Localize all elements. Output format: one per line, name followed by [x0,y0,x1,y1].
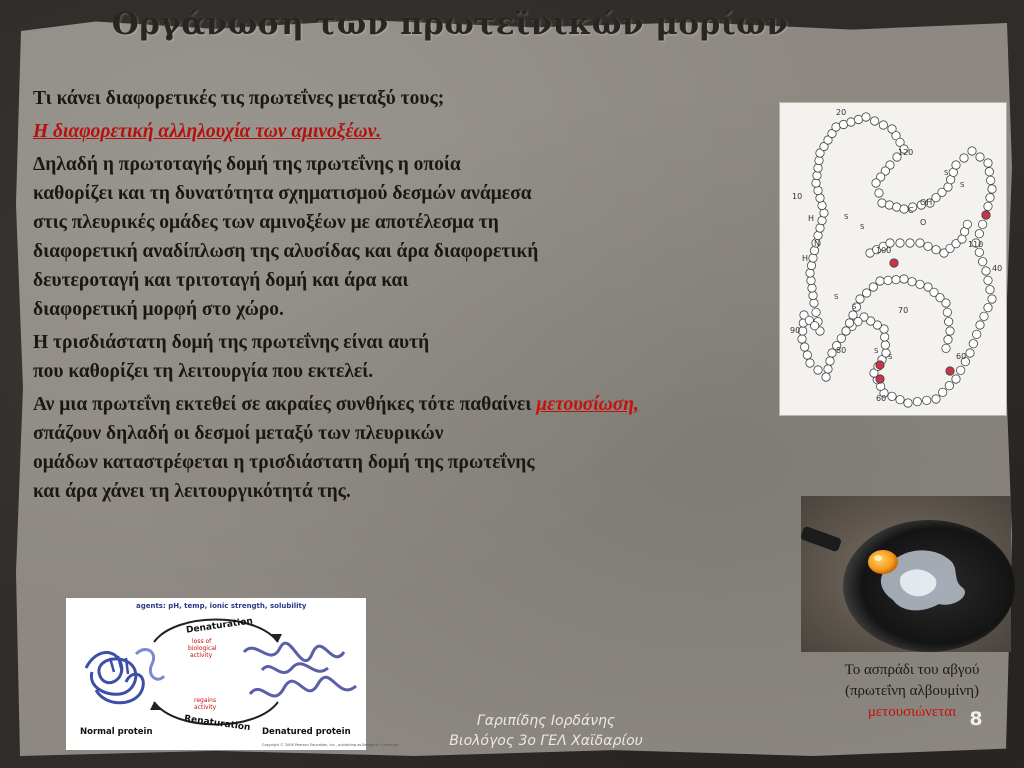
amino-acid-bead [952,161,960,169]
amino-acid-bead [876,375,884,383]
amino-acid-bead [938,388,946,396]
renaturation-label: Renaturation [183,713,251,734]
amino-acid-bead [807,276,815,284]
agents-label: agents: pH, temp, ionic strength, solubility [136,602,307,610]
amino-acid-bead [862,113,870,121]
folded-protein [86,649,164,702]
residue-label: 100 [876,246,892,255]
amino-acid-bead [980,312,988,320]
text-span: Αν μια πρωτεΐνη εκτεθεί σε ακραίες συνθήκες τότε παθαίνει [33,394,532,415]
text-line: διαφορετική αναδίπλωση της αλυσίδας και άρα διαφορετική [33,241,539,262]
amino-acid-bead [890,259,898,267]
amino-acid-bead [875,189,883,197]
caption-line: Το ασπράδι του αβγού [844,662,980,678]
amino-acid-bead [837,334,845,342]
amino-acid-bead [986,176,994,184]
text-line: δευτεροταγή και τριτοταγή δομή και άρα και [33,270,409,291]
amino-acid-bead [820,209,828,217]
amino-acid-bead [800,343,808,351]
denatured-protein-label: Denatured protein [262,727,351,737]
amino-acid-bead [942,344,950,352]
amino-acid-bead [845,319,853,327]
chem-label: OH [920,198,933,207]
amino-acid-bead [876,277,884,285]
text-line: Η τρισδιάστατη δομή της πρωτεΐνης είναι αυτή [33,332,430,353]
amino-acid-bead [824,365,832,373]
text-line: ομάδων καταστρέφεται η τρισδιάστατη δομή της πρωτεΐνης [33,452,535,473]
amino-acid-bead [814,164,822,172]
amino-acid-bead [985,167,993,175]
footer-line: Βιολόγος 3ο ΓΕΛ Χαϊδαρίου [449,733,643,749]
amino-acid-bead [892,275,900,283]
amino-acid-bead [826,357,834,365]
amino-acid-beads [798,113,996,407]
text-line: σπάζουν δηλαδή οι δεσμοί μεταξύ των πλευρικών [33,423,444,444]
amino-acid-bead [916,280,924,288]
amino-acid-bead [932,395,940,403]
amino-acid-bead [812,179,820,187]
amino-acid-bead [986,193,994,201]
amino-acid-bead [849,311,857,319]
text-line: Δηλαδή η πρωτοταγής δομή της πρωτεΐνης η οποία [33,154,461,175]
residue-label: 60 [956,352,967,361]
residue-label: 40 [992,264,1003,273]
amino-acid-bead [982,267,990,275]
amino-acid-bead [946,367,954,375]
amino-acid-bead [960,154,968,162]
chem-label: H [802,254,809,263]
disulfide-label: S [860,223,865,231]
footer-line: Γαριπίδης Ιορδάνης [476,713,616,729]
question-line: Τι κάνει διαφορετικές τις πρωτεΐνες μεταξύ τους; [33,88,445,109]
amino-acid-bead [968,147,976,155]
egg-yolk [868,550,898,574]
amino-acid-bead [810,299,818,307]
amino-acid-bead [880,333,888,341]
amino-acid-bead [888,392,896,400]
amino-acid-bead [913,397,921,405]
footer-author [416,711,676,751]
amino-acid-bead [976,321,984,329]
amino-acid-bead [803,351,811,359]
amino-acid-bead [988,295,996,303]
chem-label: C [908,206,914,215]
amino-acid-bead [816,194,824,202]
text-line: που καθορίζει τη λειτουργία που εκτελεί. [33,361,374,382]
text-line: διαφορετική μορφή στο χώρο. [33,299,284,320]
caption-line: μετουσιώνεται [867,704,957,720]
amino-acid-bead [814,186,822,194]
amino-acid-bead [808,284,816,292]
residue-label: 10 [792,192,803,201]
amino-acid-bead [963,220,971,228]
amino-acid-bead [944,335,952,343]
loss-label: loss of [192,638,212,645]
amino-acid-bead [814,366,822,374]
amino-acid-bead [969,339,977,347]
amino-acid-bead [881,341,889,349]
amino-acid-bead [884,276,892,284]
amino-acid-bead [798,335,806,343]
text-line: καθορίζει και τη δυνατότητα σχηματισμού δεσμών ανάμεσα [33,183,532,204]
chem-label: N [814,239,820,248]
amino-acid-bead [856,295,864,303]
amino-acid-bead [984,202,992,210]
residue-label: 110 [968,240,984,249]
residue-label: 80 [836,346,847,355]
amino-acid-bead [984,159,992,167]
slide-title: Οργάνωση των πρωτεϊνικών μορίων [111,6,789,42]
disulfide-label: S [834,293,839,301]
caption-line: (πρωτεΐνη αλβουμίνη) [844,683,980,699]
protein-chain-svg [780,103,1008,417]
amino-acid-bead [966,349,974,357]
amino-acid-bead [975,229,983,237]
amino-acid-bead [822,373,830,381]
amino-acid-bead [908,277,916,285]
disulfide-label: S [874,347,879,355]
amino-acid-bead [906,239,914,247]
amino-acid-bead [900,275,908,283]
protein-chain-diagram [779,102,1007,416]
amino-acid-bead [900,205,908,213]
regain-label: regains [194,697,217,704]
disulfide-label: S [888,353,893,361]
amino-acid-bead [818,216,826,224]
residue-label: 90 [790,326,801,335]
amino-acid-bead [956,366,964,374]
amino-acid-bead [944,317,952,325]
unfolded-protein [244,643,356,696]
amino-acid-bead [945,381,953,389]
amino-acid-bead [986,285,994,293]
denaturation-keyword: μετουσίωση, [536,394,639,415]
amino-acid-bead [816,224,824,232]
page-number: 8 [969,708,983,730]
amino-acid-bead [862,289,870,297]
amino-acid-bead [922,396,930,404]
amino-acid-bead [806,269,814,277]
amino-acid-bead [872,179,880,187]
amino-acid-bead [942,299,950,307]
amino-acid-bead [828,349,836,357]
regain-label: activity [194,704,217,711]
amino-acid-bead [904,399,912,407]
amino-acid-bead [809,254,817,262]
denaturation-diagram [66,598,399,750]
residue-label: 120 [898,148,914,157]
text-line: στις πλευρικές ομάδες των αμινοξέων με αποτέλεσμα τη [33,212,499,233]
amino-acid-bead [812,308,820,316]
yolk-highlight [874,555,882,561]
amino-acid-bead [818,201,826,209]
amino-acid-bead [978,257,986,265]
chem-label: H [808,214,815,223]
amino-acid-bead [813,171,821,179]
denaturation-label: Denaturation [185,616,254,636]
loss-label: activity [190,652,213,659]
answer-line: Η διαφορετική αλληλουχία των αμινοξέων. [33,121,382,142]
amino-acid-bead [984,303,992,311]
disulfide-label: S [960,181,965,189]
amino-acid-bead [807,261,815,269]
chem-label: O [920,218,927,227]
normal-protein-label: Normal protein [80,727,153,737]
amino-acid-bead [952,375,960,383]
amino-acid-bead [806,359,814,367]
amino-acid-bead [870,117,878,125]
egg-photo-svg [801,496,1011,652]
disulfide-label: S [844,213,849,221]
amino-acid-bead [916,239,924,247]
disulfide-label: S [944,169,949,177]
amino-acid-bead [932,245,940,253]
amino-acid-bead [896,395,904,403]
copyright-label: Copyright © 2006 Pearson Education, Inc., publishing as Benjamin Cummings [262,743,399,747]
amino-acid-bead [984,276,992,284]
amino-acid-bead [924,242,932,250]
egg-photo [801,496,1011,652]
amino-acid-bead [982,211,990,219]
residue-label: 70 [898,306,909,315]
amino-acid-bead [946,327,954,335]
amino-acid-bead [988,185,996,193]
amino-acid-bead [869,283,877,291]
amino-acid-bead [975,248,983,256]
amino-acid-bead [879,121,887,129]
amino-acid-bead [809,291,817,299]
text-line: και άρα χάνει τη λειτουργικότητά της. [33,481,351,502]
disulfide-label: S [852,303,857,311]
amino-acid-bead [876,361,884,369]
residue-label: 20 [836,108,847,117]
amino-acid-bead [896,239,904,247]
amino-acid-bead [810,321,818,329]
amino-acid-bead [976,153,984,161]
amino-acid-bead [842,327,850,335]
loss-label: biological [188,645,217,652]
amino-acid-bead [815,156,823,164]
denaturation-svg [66,598,399,750]
amino-acid-bead [943,308,951,316]
residue-label: 60 [876,394,887,403]
amino-acid-bead [978,220,986,228]
amino-acid-bead [972,330,980,338]
